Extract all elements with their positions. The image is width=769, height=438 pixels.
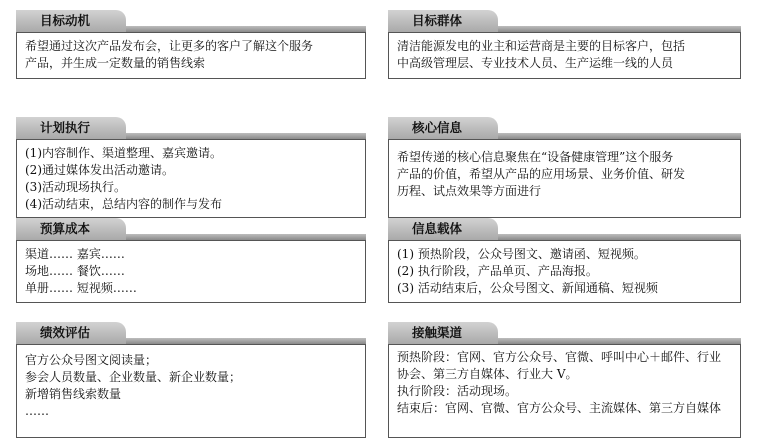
card-title: 核心信息 [388, 117, 498, 139]
card-contact-channels [388, 322, 741, 438]
card-line: 结束后：官网、官微、官方公众号、主流媒体、第三方自媒体 [397, 401, 722, 415]
card-body [388, 139, 741, 218]
card-title: 目标动机 [16, 10, 126, 32]
card-line: 协会、第三方自媒体、行业大 V。 [397, 367, 578, 381]
card-title: 接触渠道 [388, 322, 498, 344]
card-line: 希望传递的核心信息聚焦在“设备健康管理”这个服务 [397, 150, 674, 164]
card-line: (3) 活动结束后，公众号图文、新闻通稿、短视频 [397, 281, 658, 295]
card-title: 绩效评估 [16, 322, 126, 344]
card-line: 渠道…… 嘉宾…… [25, 247, 125, 261]
card-target-motivation [16, 10, 366, 79]
card-budget-cost [16, 218, 366, 303]
card-line: 希望通过这次产品发布会，让更多的客户了解这个服务 [25, 39, 314, 53]
card-line: 中高级管理层、专业技术人员、生产运维一线的人员 [397, 56, 674, 70]
card-line: 产品，并生成一定数量的销售线索 [25, 56, 206, 70]
card-plan-execution [16, 117, 366, 218]
card-title: 计划执行 [16, 117, 126, 139]
card-title: 目标群体 [388, 10, 498, 32]
card-line: 新增销售线索数量 [25, 387, 122, 401]
card-title: 预算成本 [16, 218, 126, 240]
card-line: 参会人员数量、企业数量、新企业数量； [25, 370, 242, 384]
card-line: (1)内容制作、渠道整理、嘉宾邀请。 [25, 146, 222, 160]
card-line: 产品的价值，希望从产品的应用场景、业务价值、研发 [397, 167, 686, 181]
card-line: 官方公众号图文阅读量； [25, 353, 158, 367]
card-performance-evaluation [16, 322, 366, 438]
card-line: (4)活动结束，总结内容的制作与发布 [25, 197, 222, 211]
card-body [388, 240, 741, 303]
card-body [16, 344, 366, 438]
card-body [16, 240, 366, 303]
card-core-message [388, 117, 741, 218]
card-body [388, 344, 741, 438]
card-line: 执行阶段：活动现场。 [397, 384, 518, 398]
card-line: 单册…… 短视频…… [25, 281, 137, 295]
card-line: 清洁能源发电的业主和运营商是主要的目标客户，包括 [397, 39, 686, 53]
card-body [16, 139, 366, 218]
card-body [388, 32, 741, 79]
card-line: (3)活动现场执行。 [25, 180, 126, 194]
card-line: 场地…… 餐饮…… [25, 264, 125, 278]
card-line: (1) 预热阶段，公众号图文、邀请函、短视频。 [397, 247, 646, 261]
card-title: 信息载体 [388, 218, 498, 240]
card-line: (2)通过媒体发出活动邀请。 [25, 163, 174, 177]
card-line: …… [25, 404, 49, 418]
card-line: (2) 执行阶段，产品单页、产品海报。 [397, 264, 598, 278]
card-info-carrier [388, 218, 741, 303]
card-line: 预热阶段：官网、官方公众号、官微、呼叫中心＋邮件、行业 [397, 350, 722, 364]
card-body [16, 32, 366, 79]
card-target-audience [388, 10, 741, 79]
card-line: 历程、试点效果等方面进行 [397, 184, 542, 198]
